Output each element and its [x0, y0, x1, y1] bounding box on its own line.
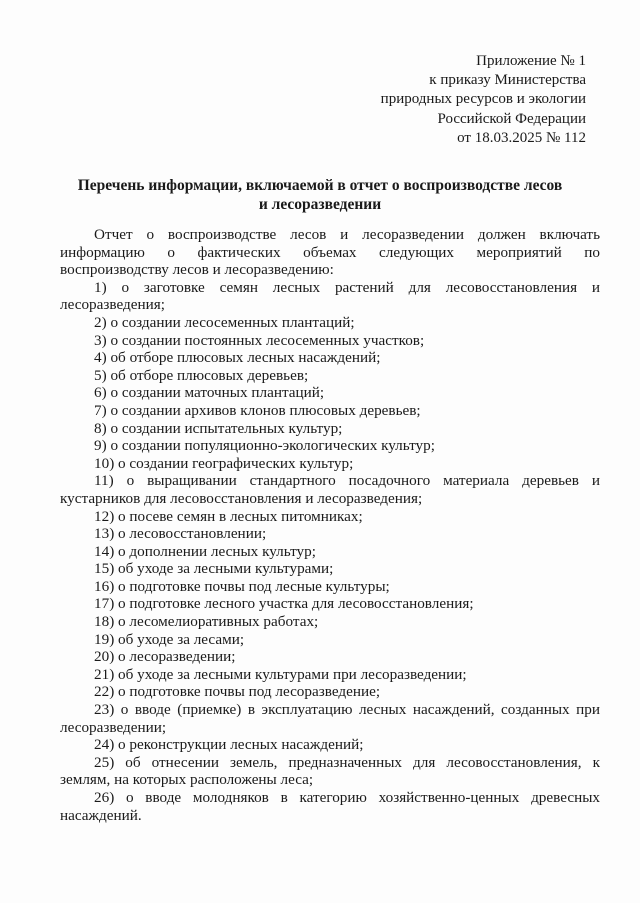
list-item: 11) о выращивании стандартного посадочного материала деревьев и кустарников для лесовосстановления и лесоразведения; [60, 472, 600, 507]
appendix-header [381, 52, 586, 148]
list-item: 20) о лесоразведении; [94, 648, 236, 666]
list-item: 2) о создании лесосеменных плантаций; [94, 313, 355, 331]
list-item: 17) о подготовке лесного участка для лесовосстановления; [94, 595, 474, 613]
list-item: 24) о реконструкции лесных насаждений; [94, 736, 364, 754]
title-line: Перечень информации, включаемой в отчет о воспроизводстве лесов [77, 177, 563, 194]
title-line: и лесоразведении [258, 196, 382, 213]
list-item: 19) об уходе за лесами; [94, 630, 245, 648]
document-body [60, 226, 600, 824]
list-item: 4) об отборе плюсовых лесных насаждений; [94, 349, 381, 367]
intro-paragraph: Отчет о воспроизводстве лесов и лесоразведении должен включать информацию о фактических объемах следующих мероприятий по воспроизводству лесов и лесоразведению: [60, 226, 600, 279]
list-item: 12) о посеве семян в лесных питомниках; [94, 507, 363, 525]
document-title [40, 176, 600, 214]
list-item: 8) о создании испытательных культур; [94, 419, 343, 437]
list-item: 6) о создании маточных плантаций; [94, 384, 325, 402]
list-item: 7) о создании архивов клонов плюсовых деревьев; [94, 401, 421, 419]
list-item: 9) о создании популяционно-экологических культур; [94, 437, 435, 455]
appendix-line: Российской Федерации [437, 110, 586, 127]
appendix-line: от 18.03.2025 № 112 [457, 129, 586, 146]
appendix-line: к приказу Министерства [429, 72, 586, 89]
list-item: 21) об уходе за лесными культурами при лесоразведении; [94, 665, 467, 683]
list-item: 14) о дополнении лесных культур; [94, 542, 316, 560]
list-item: 25) об отнесении земель, предназначенных для лесовосстановления, к землям, на которых расположены леса; [60, 753, 600, 789]
list-item: 13) о лесовосстановлении; [94, 525, 267, 543]
list-item: 16) о подготовке почвы под лесные культуры; [94, 577, 390, 595]
list-item: 22) о подготовке почвы под лесоразведение; [94, 683, 381, 701]
list-item: 26) о вводе молодняков в категорию хозяйственно-ценных древесных насаждений. [60, 789, 600, 824]
appendix-line: Приложение № 1 [476, 53, 586, 69]
list-item: 10) о создании географических культур; [94, 454, 354, 472]
list-item: 18) о лесомелиоративных работах; [94, 613, 319, 631]
list-item: 5) об отборе плюсовых деревьев; [94, 366, 309, 384]
appendix-line: природных ресурсов и экологии [380, 91, 586, 108]
measures-list [60, 279, 600, 824]
list-item: 1) о заготовке семян лесных растений для лесовосстановления и лесоразведения; [60, 278, 600, 314]
list-item: 3) о создании постоянных лесосеменных участков; [94, 331, 425, 349]
list-item: 23) о вводе (приемке) в эксплуатацию лесных насаждений, созданных при лесоразведении; [60, 701, 600, 736]
list-item: 15) об уходе за лесными культурами; [94, 560, 334, 578]
